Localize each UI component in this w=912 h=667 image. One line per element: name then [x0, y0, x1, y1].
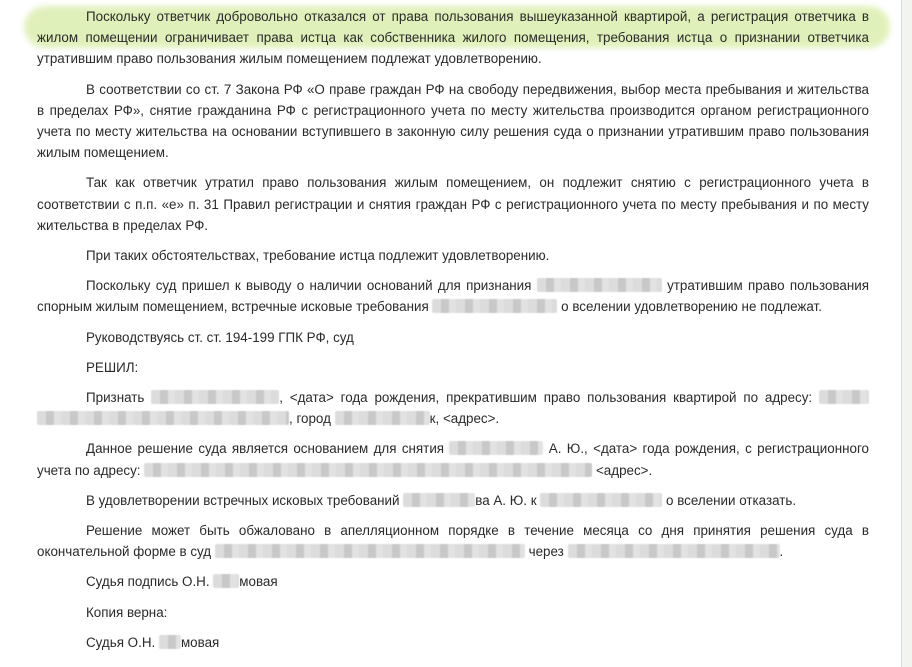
paragraph-registration: Так как ответчик утратил право пользования жилым помещением, он подлежит снятию с регистрационного учета в соответствии с п.п. «е» п. 31 Правил регистрации и снятия граждан РФ с регистрационного учета по месту пребывания и по месту жительства в пределах РФ. [37, 175, 869, 233]
redacted-name [540, 493, 662, 507]
redacted-city [335, 411, 430, 425]
redacted-name [537, 278, 662, 292]
paragraph-guided-by: Руководствуясь ст. ст. 194-199 ГПК РФ, суд [86, 329, 354, 345]
paragraph-highlighted: Поскольку ответчик добровольно отказался от права пользования вышеуказанной квартирой, а регистрация ответчика в жилом помещении ограничивает права истца как собственника жилого помещения, требования истца о признании ответчика утратившим право пользования жилым помещением подлежат удовлетворению. [37, 9, 869, 67]
redacted-name [432, 299, 557, 313]
redacted-court [215, 544, 525, 558]
redacted-court [568, 544, 780, 558]
paragraph-circumstances: При таких обстоятельствах, требование истца подлежит удовлетворению. [86, 248, 550, 264]
document-body [37, 6, 869, 662]
paragraph-recognize: Признать , <дата> года рождения, прекратившим право пользования квартирой по адресу: , город к, <адрес>. [37, 387, 869, 429]
paragraph-appeal: Решение может быть обжаловано в апелляционном порядке в течение месяца со дня принятия решения суда в окончательной форме в суд через . [37, 523, 869, 560]
redacted-name [403, 493, 475, 507]
redacted-address [37, 411, 289, 425]
paragraph-law-reference: В соответствии со ст. 7 Закона РФ «О праве граждан РФ на свободу передвижения, выбор места пребывания и жительства в пределах РФ», снятие гражданина РФ с регистрационного учета по месту жительства производится органом регистрационного учета по месту жительства на основании вступившего в законную силу решения суда о признании утратившим право пользования жилым помещением. [37, 81, 869, 161]
redacted-name [151, 390, 279, 404]
paragraph-conclusion: Поскольку суд пришел к выводу о наличии оснований для признания утратившим право пользования спорным жилым помещением, встречные исковые требования о вселении удовлетворению не подлежат. [37, 278, 869, 315]
paragraph-decided: РЕШИЛ: [86, 359, 139, 375]
paragraph-judge: Судья О.Н. мовая [86, 634, 220, 650]
redacted-name [449, 441, 543, 455]
redacted-address [144, 463, 592, 477]
redacted-address [819, 390, 869, 404]
paragraph-basis: Данное решение суда является основанием для снятия А. Ю., <дата> года рождения, с регистрационного учета по адресу: <адрес>. [37, 441, 869, 478]
paragraph-copy-certified: Копия верна: [86, 604, 168, 620]
redacted-surname [159, 635, 181, 649]
paragraph-refusal: В удовлетворении встречных исковых требований ва А. Ю. к о вселении отказать. [86, 492, 797, 508]
paragraph-judge-signature: Судья подпись О.Н. мовая [86, 574, 278, 590]
redacted-surname [213, 574, 239, 588]
